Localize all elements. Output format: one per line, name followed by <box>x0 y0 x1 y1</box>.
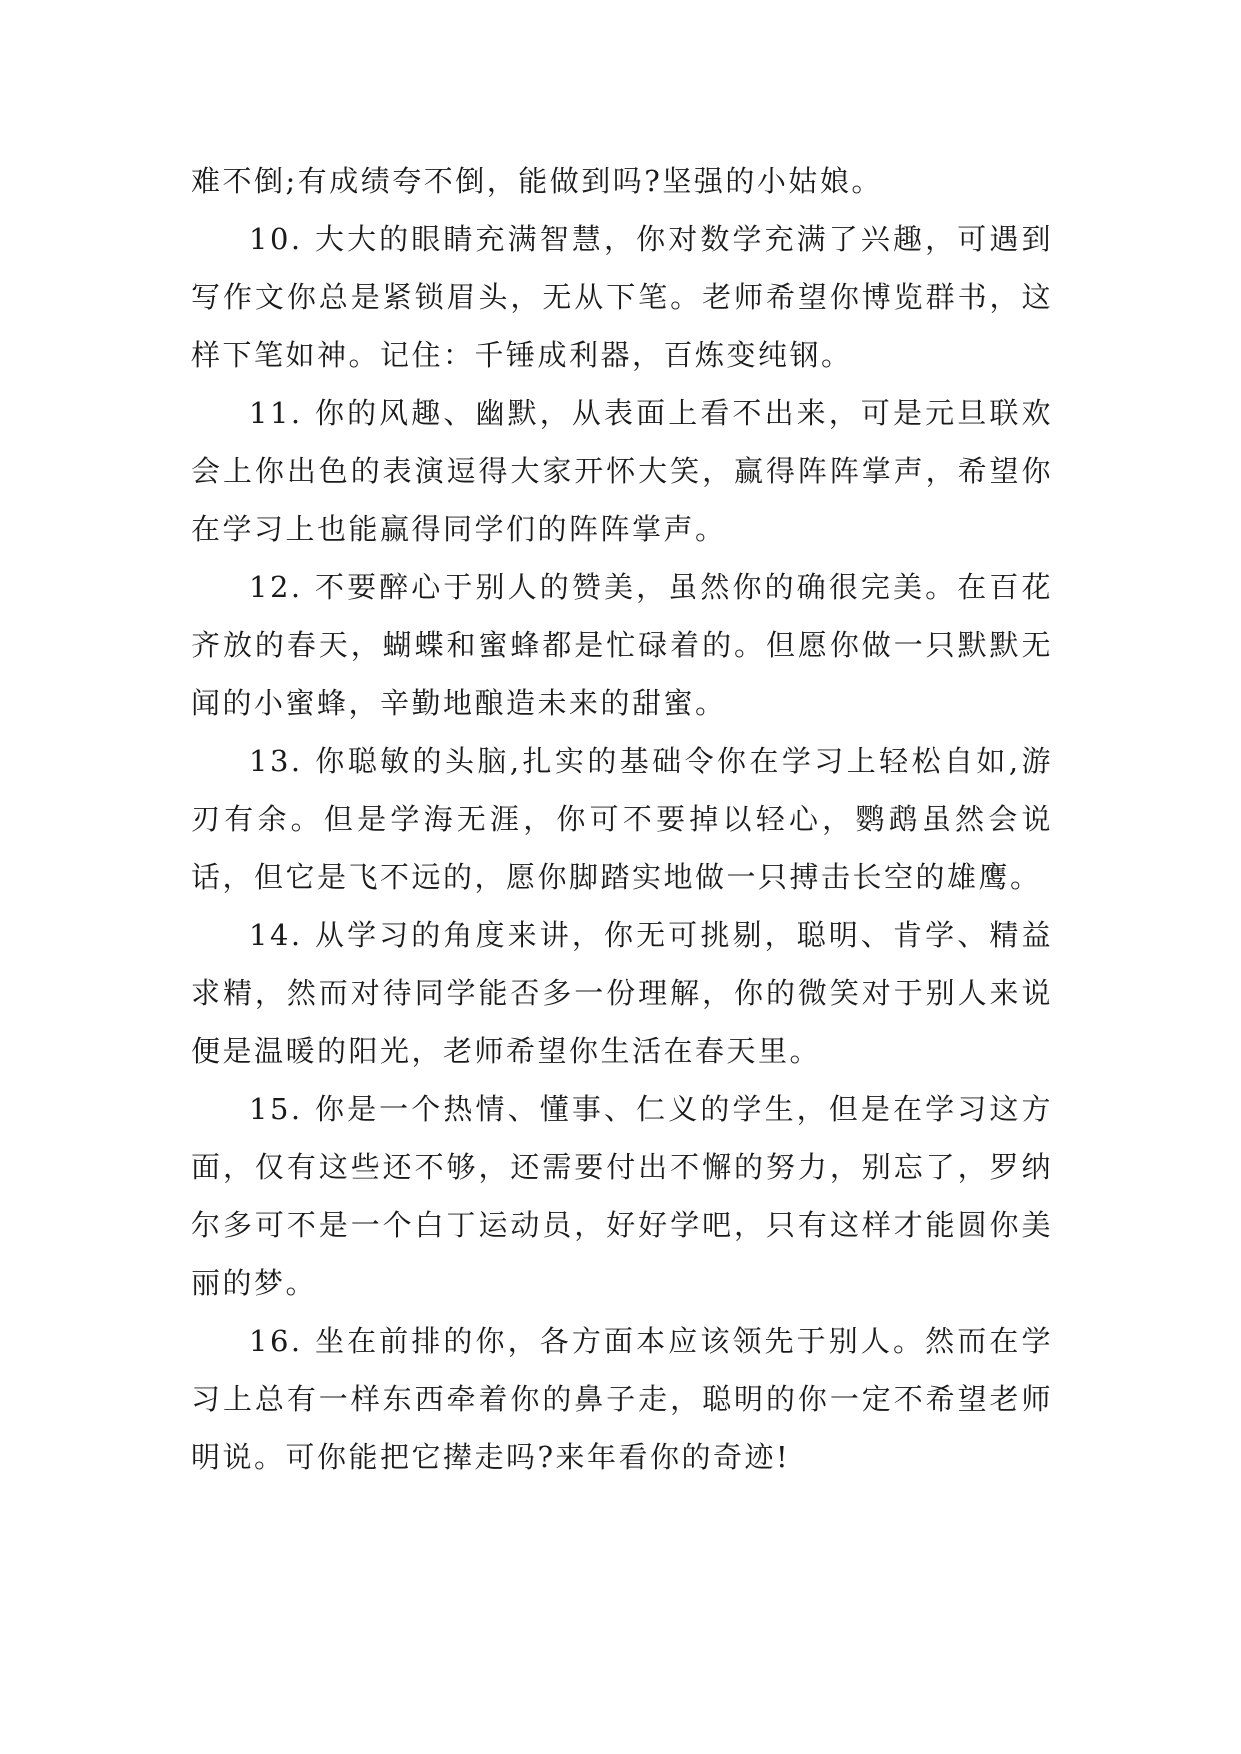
paragraph-15: 15. 你是一个热情、懂事、仁义的学生，但是在学习这方面，仅有这些还不够，还需要付出不懈的努力，别忘了，罗纳尔多可不是一个白丁运动员，好好学吧，只有这样才能圆你美丽的梦。 <box>191 1092 1053 1300</box>
paragraph-continued: 难不倒;有成绩夸不倒，能做到吗?坚强的小姑娘。 <box>191 164 883 198</box>
paragraph-13: 13. 你聪敏的头脑,扎实的基础令你在学习上轻松自如,游刃有余。但是学海无涯，你可不要掉以轻心，鹦鹉虽然会说话，但它是飞不远的，愿你脚踏实地做一只搏击长空的雄鹰。 <box>191 744 1053 894</box>
paragraph-12: 12. 不要醉心于别人的赞美，虽然你的确很完美。在百花齐放的春天，蝴蝶和蜜蜂都是忙碌着的。但愿你做一只默默无闻的小蜜蜂，辛勤地酿造未来的甜蜜。 <box>191 570 1053 720</box>
paragraph-14: 14. 从学习的角度来讲，你无可挑剔，聪明、肯学、精益求精，然而对待同学能否多一份理解，你的微笑对于别人来说便是温暖的阳光，老师希望你生活在春天里。 <box>191 918 1053 1068</box>
paragraph-11: 11. 你的风趣、幽默，从表面上看不出来，可是元旦联欢会上你出色的表演逗得大家开怀大笑，赢得阵阵掌声，希望你在学习上也能赢得同学们的阵阵掌声。 <box>191 396 1053 546</box>
paragraph-16: 16. 坐在前排的你，各方面本应该领先于别人。然而在学习上总有一样东西牵着你的鼻子走，聪明的你一定不希望老师明说。可你能把它撵走吗?来年看你的奇迹! <box>191 1324 1053 1474</box>
paragraph-10: 10. 大大的眼睛充满智慧，你对数学充满了兴趣，可遇到写作文你总是紧锁眉头，无从下笔。老师希望你博览群书，这样下笔如神。记住：千锤成利器，百炼变纯钢。 <box>191 222 1053 372</box>
document-page <box>191 152 1053 1486</box>
